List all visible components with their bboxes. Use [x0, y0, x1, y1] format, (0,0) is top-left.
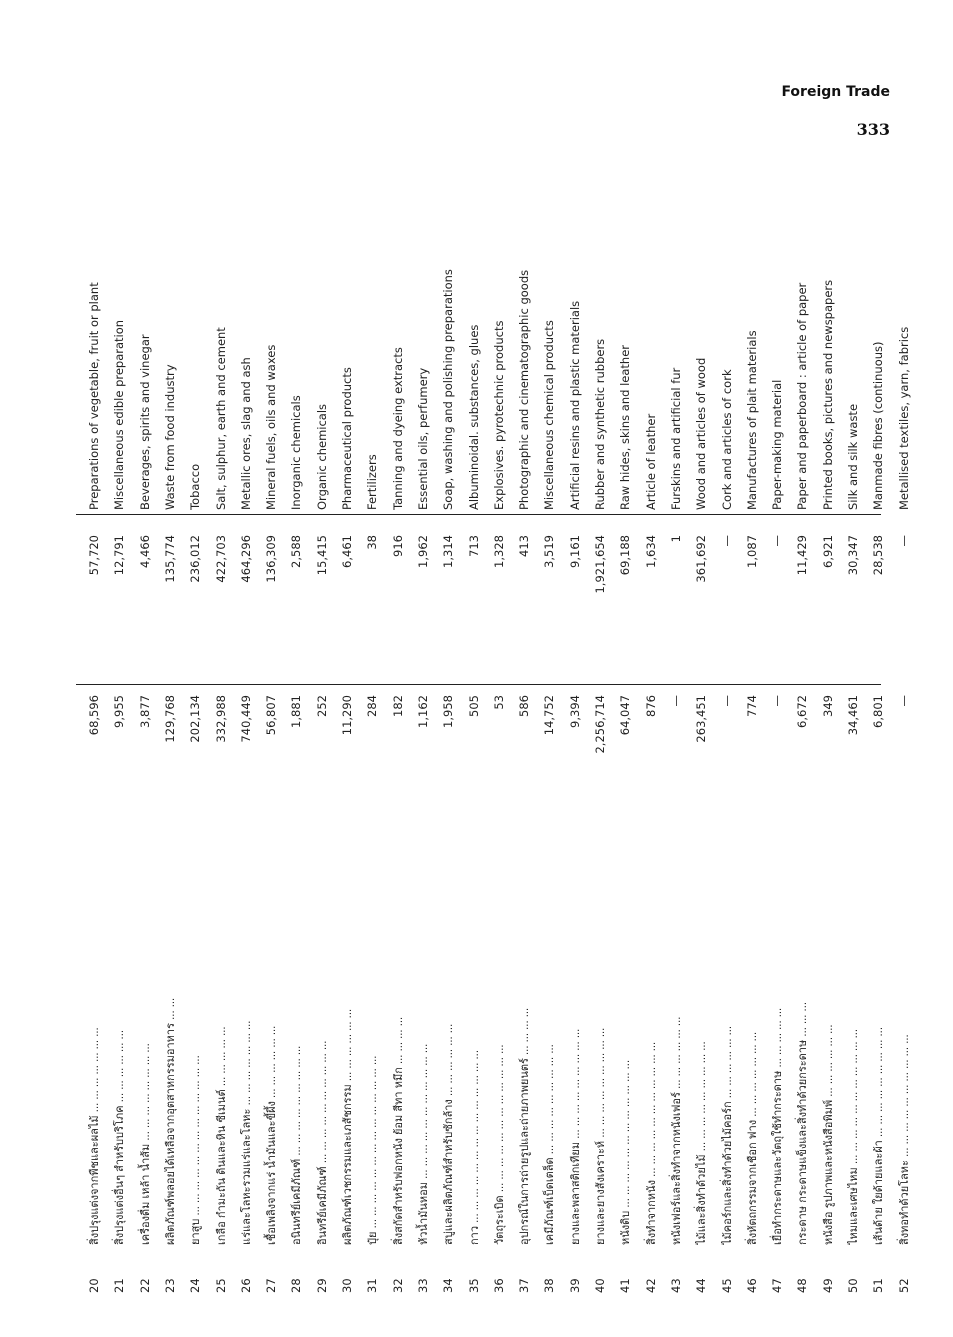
table-row	[107, 0, 132, 1305]
value-col-1: 505	[466, 695, 481, 717]
table-row	[841, 0, 866, 1305]
value-col-1: —	[770, 695, 785, 707]
thai-description: สิ่งปรุงแต่งจากพืชและผลไม้ ... ... ... ... ... ... ...	[88, 1027, 101, 1245]
thai-description: ยาสูบ ... ... ... ... ... ... ... ... ... ... ... ... ...	[189, 1055, 203, 1245]
row-number: 48	[795, 1278, 810, 1293]
value-col-1: 774	[744, 695, 759, 717]
table-row	[512, 0, 537, 1305]
value-col-1: 349	[820, 695, 835, 717]
table-row	[82, 0, 107, 1305]
value-col-2: 12,791	[112, 535, 127, 576]
table-row	[537, 0, 562, 1305]
english-description: Silk and silk waste	[846, 403, 860, 510]
table-row	[259, 0, 284, 1305]
english-description: Tobacco	[188, 463, 203, 510]
thai-description: ไหมและเศษไหม ... ... ... ... ... ... ... ... ... ... ...	[847, 1028, 860, 1245]
table-row	[765, 0, 790, 1305]
value-col-1: 14,752	[542, 695, 557, 736]
english-description: Cork and articles of cork	[719, 369, 734, 510]
thai-description: กาว ... ... ... ... ... ... ... ... ... ... ... ... ... ...	[467, 1050, 481, 1245]
thai-description: สิ่งทอทำด้วยโลหะ ... ... ... ... ... ... ... ... ... ...	[897, 1034, 911, 1245]
english-description: Essential oils, perfumery	[415, 367, 430, 510]
row-number: 20	[87, 1278, 101, 1293]
row-number: 37	[517, 1278, 532, 1293]
value-col-1: —	[719, 695, 734, 707]
english-description: Article of leather	[643, 413, 658, 510]
english-description: Mineral fuels, oils and waxes	[264, 344, 279, 510]
english-description: Paper-making material	[770, 379, 785, 510]
value-col-1: 252	[314, 695, 329, 717]
value-col-1: 263,451	[694, 695, 709, 743]
english-description: Preparations of vegetable, fruit or plant	[87, 282, 101, 510]
value-col-1: 2,256,714	[593, 695, 607, 754]
row-number: 39	[567, 1278, 582, 1293]
value-col-2: 916	[390, 535, 405, 557]
value-col-1: 9,955	[112, 695, 127, 728]
english-description: Photographic and cinematographic goods	[517, 269, 532, 510]
value-col-2: —	[770, 535, 785, 547]
value-col-2: 413	[517, 535, 532, 557]
value-col-2: 6,461	[340, 535, 354, 568]
english-description: Miscellaneous chemical products	[542, 320, 557, 510]
value-col-2: 236,012	[188, 535, 203, 583]
thai-description: สบู่และผลิตภัณฑ์สำหรับซักล้าง ... ... ... ... ... ...	[442, 1023, 456, 1245]
value-col-1: 740,449	[238, 695, 253, 743]
thai-description: หนังดิบ ... ... ... ... ... ... ... ... ... ... ... ...	[619, 1059, 633, 1245]
value-col-2: 1,328	[491, 535, 506, 568]
value-col-1: 332,988	[213, 695, 228, 743]
value-col-2: 464,296	[238, 535, 253, 583]
value-col-1: 6,801	[871, 695, 886, 728]
row-number: 26	[238, 1278, 253, 1293]
running-header: Foreign Trade	[781, 84, 890, 100]
table-row	[892, 0, 917, 1305]
value-col-1: 202,134	[188, 695, 203, 743]
row-number: 45	[719, 1278, 734, 1293]
table-row	[360, 0, 385, 1305]
row-number: 34	[441, 1278, 456, 1293]
english-description: Pharmaceutical products	[340, 367, 354, 510]
row-number: 35	[466, 1278, 481, 1293]
row-number: 32	[390, 1278, 405, 1293]
table-row	[816, 0, 841, 1305]
value-col-2: 1,314	[441, 535, 456, 568]
table-row	[790, 0, 815, 1305]
value-col-1: 182	[390, 695, 405, 717]
thai-description: กระดาษ กระดาษแข็งและสิ่งทำด้วยกระดาษ ... ... ...	[796, 1002, 810, 1245]
thai-description: เกลือ กำมะถัน ดินและหิน ซีเมนต์ ... ... ... ... ...	[214, 1026, 228, 1245]
row-number: 42	[643, 1278, 658, 1293]
thai-description: เส้นด้าย ใยด้ายและผ้า ... ... ... ... ... ... ... ... ...	[872, 1027, 886, 1245]
value-col-2: 361,692	[694, 535, 709, 583]
table-row	[335, 0, 360, 1305]
thai-description: เชื้อเพลิงจากแร่ น้ำมันและขี้ผึ้ง ... ... ... ... ... ...	[265, 1025, 279, 1245]
table-row	[613, 0, 638, 1305]
english-description: Printed books, pictures and newspapers	[820, 279, 835, 510]
thai-description: อุปกรณ์ในการถ่ายรูปและถ่ายภาพยนตร์ ... ... ... ...	[518, 1007, 532, 1245]
english-description: Inorganic chemicals	[289, 395, 304, 510]
value-col-2: 1	[668, 535, 683, 543]
value-col-2: 4,466	[137, 535, 152, 568]
value-col-2: 2,588	[289, 535, 304, 568]
value-col-2: 1,634	[643, 535, 658, 568]
value-col-2: 3,519	[542, 535, 557, 568]
english-description: Manufactures of plait materials	[744, 330, 759, 510]
value-col-2: 38	[365, 535, 380, 550]
value-col-2: 57,720	[87, 535, 101, 576]
english-description: Fertilizers	[365, 454, 380, 510]
value-col-1: 1,881	[289, 695, 304, 728]
value-col-1: 11,290	[340, 695, 354, 736]
table-row	[310, 0, 335, 1305]
value-col-1: 129,768	[162, 695, 177, 743]
table-row	[588, 0, 613, 1305]
row-number: 38	[542, 1278, 557, 1293]
table-row	[563, 0, 588, 1305]
value-col-1: 6,672	[795, 695, 810, 728]
thai-description: ผลิตภัณฑ์พลอยได้เหลือจากอุตสาหกรรมอาหาร ... ...	[163, 997, 177, 1245]
table-row	[639, 0, 664, 1305]
table-row	[436, 0, 461, 1305]
table-row	[234, 0, 259, 1305]
thai-description: เยื่อทำกระดาษและวัตถุใช้ทำกระดาษ ... ... ... ... ...	[771, 1007, 785, 1245]
value-col-1: 876	[643, 695, 658, 717]
value-col-1: 284	[365, 695, 380, 717]
row-number: 25	[213, 1278, 228, 1293]
thai-description: หัวน้ำมันหอม ... ... ... ... ... ... ... ... ... ... ...	[416, 1043, 430, 1245]
value-col-2: 1,087	[744, 535, 759, 568]
value-col-1: 56,807	[264, 695, 279, 736]
thai-description: สิ่งสกัดสำหรับฟอกหนัง ย้อม สีทา หมึก ... ... ... ...	[391, 1016, 405, 1245]
row-number: 41	[618, 1278, 633, 1293]
rotated-table-wrapper	[76, 0, 911, 1305]
thai-description: แร่และโลหะรวมแร่และโลหะ ... ... ... ... ... ... ...	[239, 1020, 253, 1245]
row-number: 30	[340, 1278, 354, 1293]
page-number: 333	[856, 120, 890, 139]
table-row	[866, 0, 891, 1305]
english-description: Manmade fibres (continuous)	[871, 341, 886, 510]
table-row	[183, 0, 208, 1305]
value-col-1: 34,461	[846, 695, 860, 736]
row-number: 46	[744, 1278, 759, 1293]
row-number: 22	[137, 1278, 152, 1293]
value-col-1: 53	[491, 695, 506, 710]
thai-description: หนังเฟอร์และสิ่งทำจากหนังเฟอร์ ... ... ... ... ... ...	[669, 1016, 683, 1245]
table-row	[133, 0, 158, 1305]
value-col-2: 422,703	[213, 535, 228, 583]
english-description: Artificial resins and plastic materials	[567, 300, 582, 510]
row-number: 51	[871, 1278, 886, 1293]
row-number: 23	[162, 1278, 177, 1293]
value-col-2: 11,429	[795, 535, 810, 576]
value-col-1: —	[896, 695, 911, 707]
thai-description: วัตถุระเบิด ... ... ... ... ... ... ... ... ... ... ... ...	[492, 1044, 506, 1245]
english-description: Waste from food industry	[162, 364, 177, 510]
table-row	[411, 0, 436, 1305]
table-row	[487, 0, 512, 1305]
thai-description: สิ่งทำจากหนัง ... ... ... ... ... ... ... ... ... ... ...	[644, 1041, 658, 1245]
value-col-1: 1,958	[441, 695, 456, 728]
value-col-1: 3,877	[137, 695, 152, 728]
value-col-2: 135,774	[162, 535, 177, 583]
english-description: Albuminoidal. substances, glues	[466, 324, 481, 510]
value-col-2: 9,161	[567, 535, 582, 568]
value-col-1: —	[668, 695, 683, 707]
value-col-2: 136,309	[264, 535, 279, 583]
value-col-1: 9,394	[567, 695, 582, 728]
thai-description: สิ่งปรุงแต่งอื่นๆ สำหรับบริโภค ... ... ... ... ... ...	[113, 1030, 127, 1245]
value-col-2: —	[719, 535, 734, 547]
english-description: Furskins and artificial fur	[668, 367, 683, 510]
thai-description: ไม้และสิ่งทำด้วยไม้ ... ... ... ... ... ... ... ... ...	[695, 1041, 709, 1245]
value-col-2: —	[896, 535, 911, 547]
table-row	[386, 0, 411, 1305]
row-number: 31	[365, 1278, 380, 1293]
row-number: 40	[593, 1278, 607, 1293]
english-description: Wood and articles of wood	[694, 357, 709, 510]
thai-description: เครื่องดื่ม เหล้า น้ำส้ม ... ... ... ... ... ... ... ...	[138, 1043, 152, 1245]
row-number: 43	[668, 1278, 683, 1293]
value-col-2: 28,538	[871, 535, 886, 576]
value-col-2: 69,188	[618, 535, 633, 576]
english-description: Miscellaneous edible preparation	[112, 319, 127, 510]
value-col-1: 64,047	[618, 695, 633, 736]
value-col-2: 1,962	[415, 535, 430, 568]
row-number: 27	[264, 1278, 279, 1293]
value-col-2: 6,921	[820, 535, 835, 568]
value-col-2: 1,921,654	[593, 535, 607, 594]
thai-description: สิ่งหัตถกรรมจากเชือก ฟาง ... ... ... ... ... ... ...	[745, 1031, 759, 1245]
english-description: Paper and paperboard : article of paper	[795, 282, 810, 510]
value-col-2: 713	[466, 535, 481, 557]
table-row	[209, 0, 234, 1305]
row-number: 29	[314, 1278, 329, 1293]
table-row	[715, 0, 740, 1305]
thai-description: ยางและยางสังเคราะห์ ... ... ... ... ... ... ... ... ...	[594, 1027, 607, 1245]
table-row	[158, 0, 183, 1305]
row-number: 36	[491, 1278, 506, 1293]
table-row	[740, 0, 765, 1305]
thai-description: อนินทรีย์เคมีภัณฑ์ ... ... ... ... ... ... ... ... ...	[290, 1045, 304, 1245]
english-description: Tanning and dyeing extracts	[390, 347, 405, 510]
table-row	[689, 0, 714, 1305]
english-description: Raw hides, skins and leather	[618, 345, 633, 510]
english-description: Rubber and synthetic rubbers	[593, 338, 607, 510]
value-col-2: 30,347	[846, 535, 860, 576]
row-number: 47	[770, 1278, 785, 1293]
english-description: Explosives. pyrotechnic products	[491, 320, 506, 510]
row-number: 28	[289, 1278, 304, 1293]
table-row	[664, 0, 689, 1305]
row-number: 49	[820, 1278, 835, 1293]
row-number: 50	[846, 1278, 860, 1293]
thai-description: ไม้คอร์กและสิ่งทำด้วยไม้คอร์ก ... ... ... ... ... ...	[720, 1025, 734, 1245]
english-description: Soap, washing and polishing preparations	[441, 269, 456, 510]
row-number: 52	[896, 1278, 911, 1293]
value-col-1: 586	[517, 695, 532, 717]
row-number: 44	[694, 1278, 709, 1293]
english-description: Organic chemicals	[314, 403, 329, 510]
thai-description: ผลิตภัณฑ์เวชกรรมและเภสัชกรรม ... ... ... ... ... ...	[341, 1008, 354, 1245]
english-description: Salt, sulphur, earth and cement	[213, 327, 228, 510]
row-number: 21	[112, 1278, 127, 1293]
value-col-1: 1,162	[415, 695, 430, 728]
row-number: 24	[188, 1278, 203, 1293]
english-description: Beverages, spirits and vinegar	[137, 334, 152, 510]
english-description: Metallic ores, slag and ash	[238, 357, 253, 510]
thai-description: ปุ๋ย ... ... ... ... ... ... ... ... ... ... ... ... ... ...	[366, 1055, 380, 1245]
value-col-2: 15,415	[314, 535, 329, 576]
english-description: Metallised textiles, yarn, fabrics	[896, 326, 911, 510]
table-row	[462, 0, 487, 1305]
thai-description: อินทรีย์เคมีภัณฑ์ ... ... ... ... ... ... ... ... ... ...	[315, 1040, 329, 1245]
trade-table	[76, 0, 911, 1305]
thai-description: เคมีภัณฑ์เบ็ดเตล็ด ... ... ... ... ... ... ... ... ...	[543, 1044, 557, 1245]
thai-description: หนังสือ รูปภาพและหนังสือพิมพ์ ... ... ... ... ... ...	[821, 1024, 835, 1245]
table-row	[284, 0, 309, 1305]
value-col-1: 68,596	[87, 695, 101, 736]
row-number: 33	[415, 1278, 430, 1293]
thai-description: ยางและพลาสติกเทียม ... ... ... ... ... ... ... ... ...	[568, 1028, 582, 1245]
